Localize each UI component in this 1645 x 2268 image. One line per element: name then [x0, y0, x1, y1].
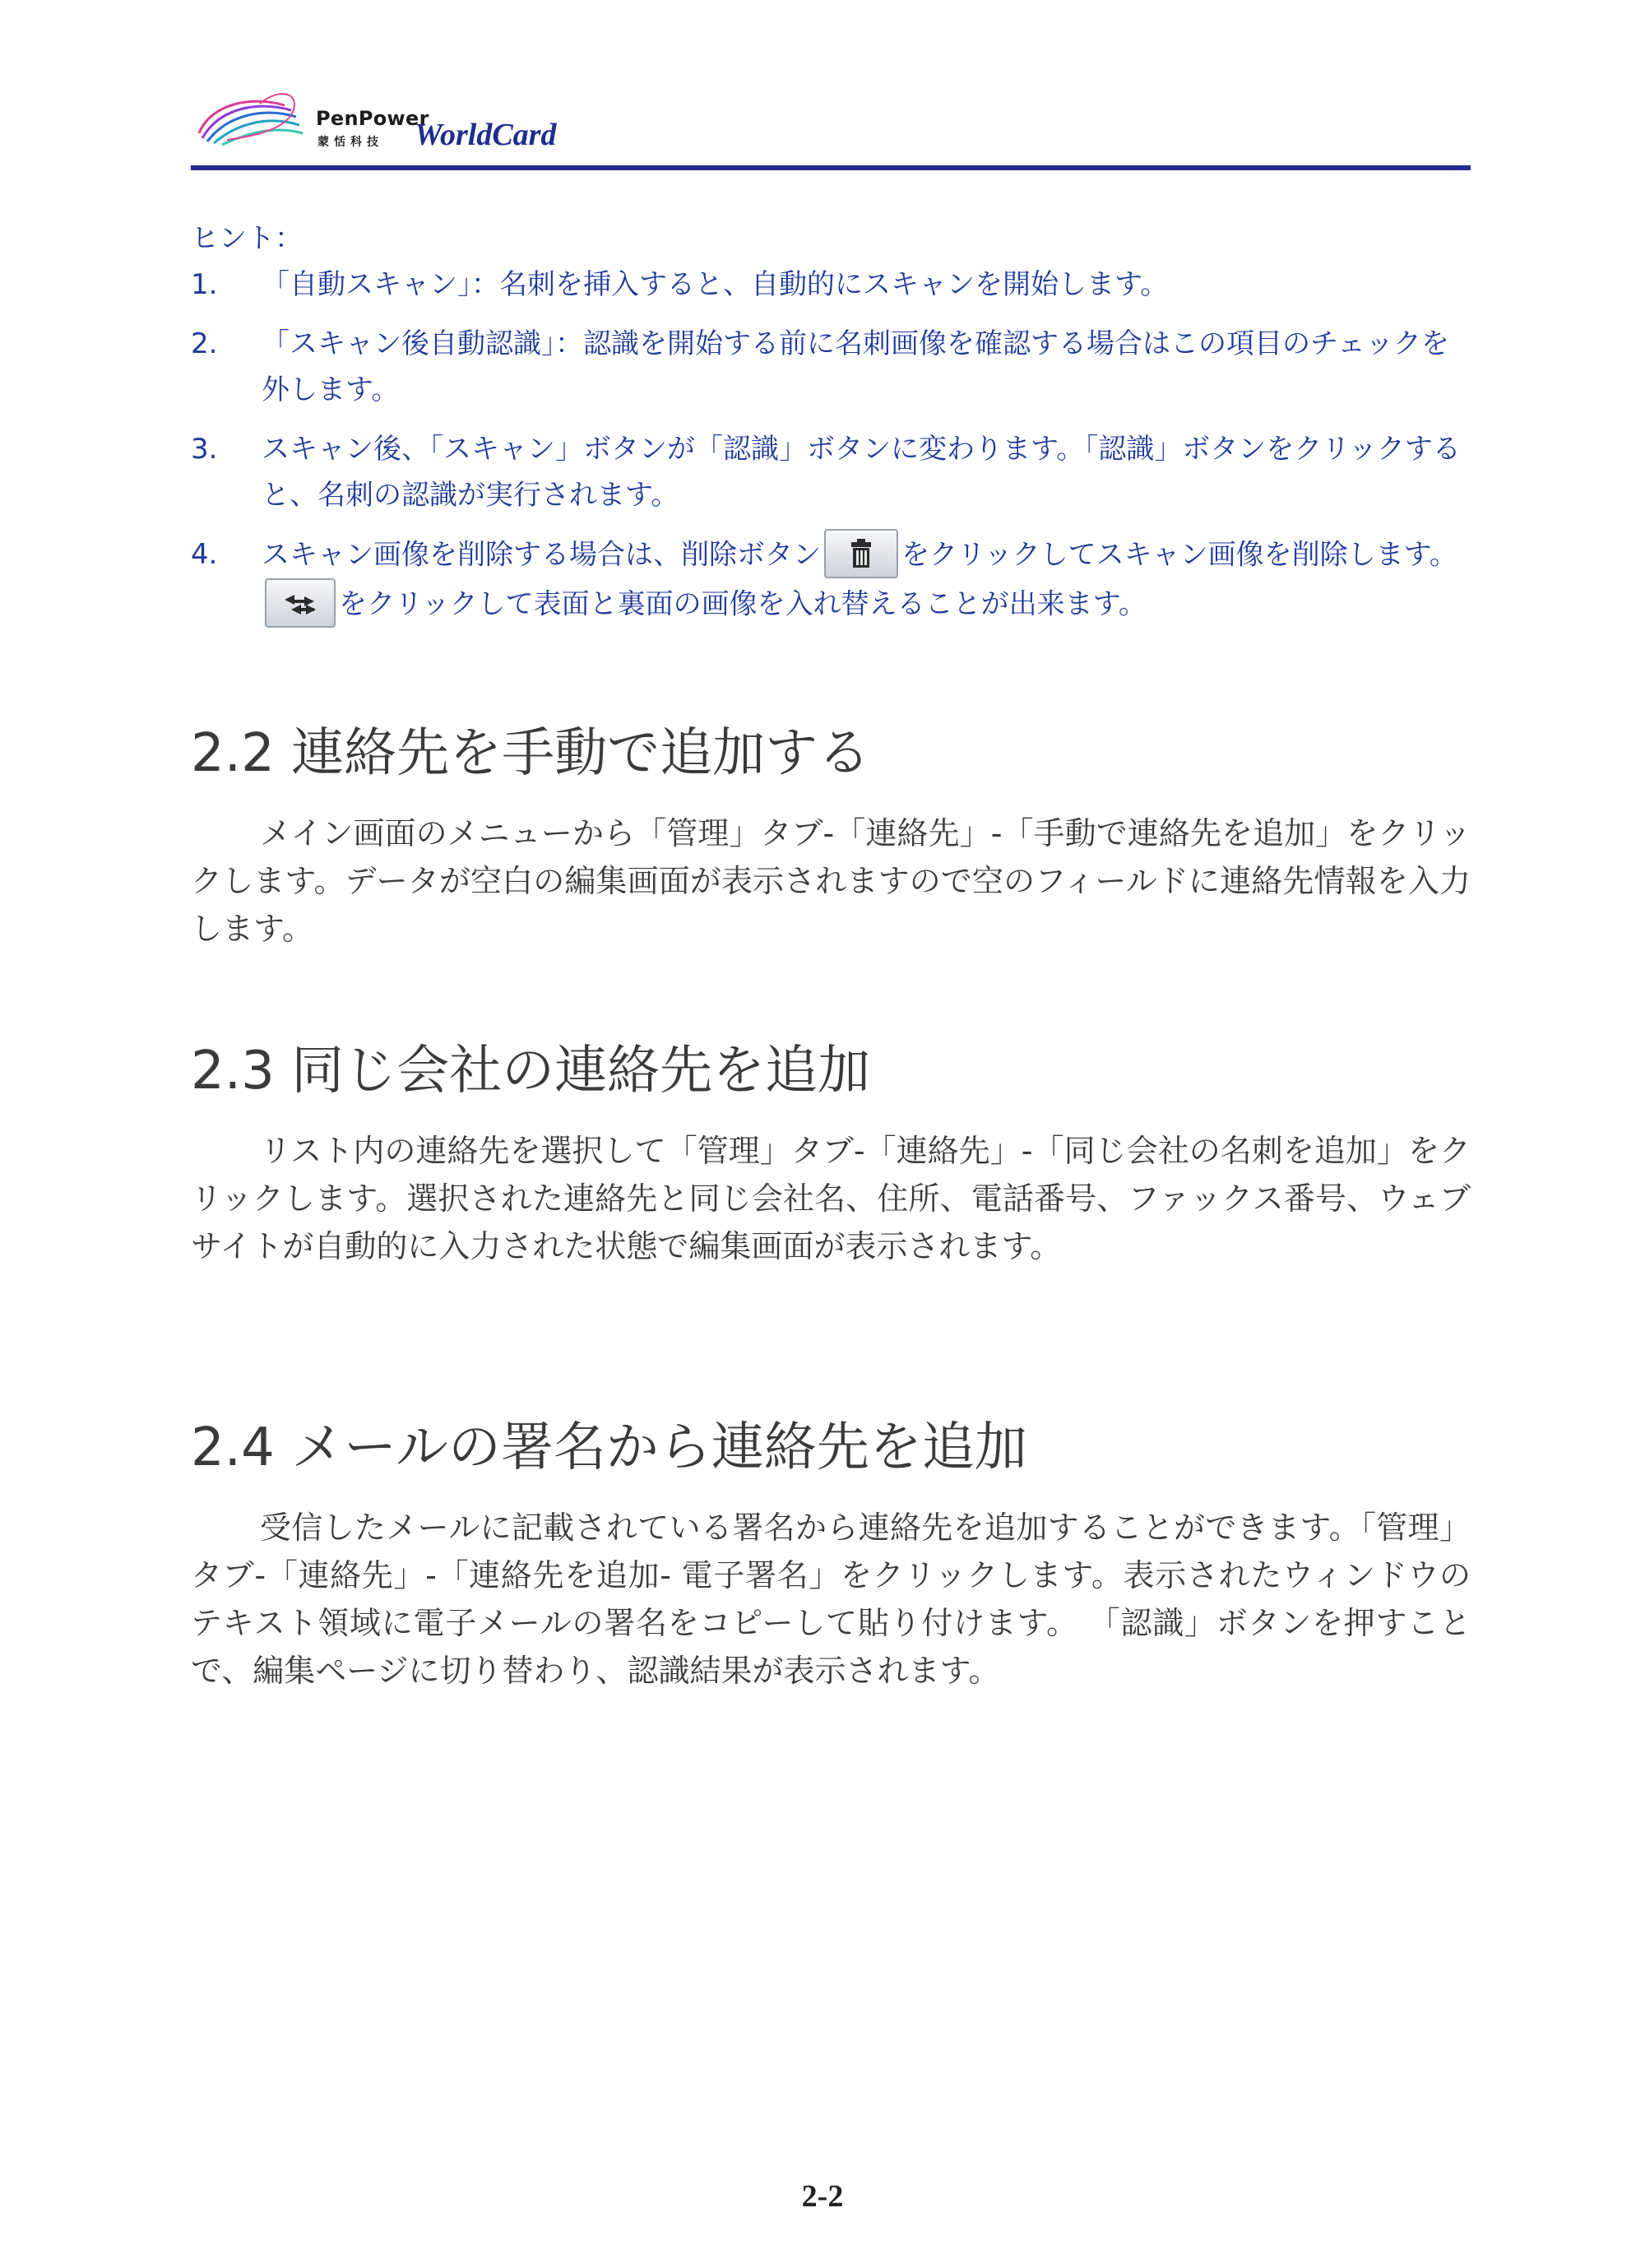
hint-number: 4. — [191, 538, 218, 571]
hint-box — [191, 216, 1471, 643]
hint-number: 1. — [191, 268, 218, 301]
hint-text: スキャン後、「スキャン」ボタンが「認識」ボタンに変わります。「認識」ボタンをクリックすると、名刺の認識が実行されます。 — [262, 433, 1461, 512]
hint-item — [191, 531, 1471, 630]
header-rule — [191, 165, 1471, 170]
hint-number: 3. — [191, 433, 218, 466]
penpower-logo-icon — [194, 87, 309, 153]
section-2-3 — [191, 1038, 1471, 1270]
hint-text: 「スキャン後自動認識」：認識を開始する前に名刺画像を確認する場合はこの項目のチェックを外します。 — [262, 327, 1449, 406]
section-body: 受信したメールに記載されている署名から連絡先を追加することができます。「管理」タブ-「連絡先」-「連絡先を追加- 電子署名」をクリックします。表示されたウィンドウのテキスト領域に電子メールの署名をコピーして貼り付けます。 「認識」ボタンを押すことで、編集ページに切り替わり、認識結果が表示されます。 — [191, 1510, 1471, 1689]
section-title: 2.3 同じ会社の連絡先を追加 — [191, 1041, 871, 1102]
section-2-2 — [191, 721, 1471, 953]
logo-subtext: 蒙恬科技 — [317, 136, 383, 149]
hint-title: ヒント： — [191, 222, 303, 255]
trash-icon — [826, 531, 897, 577]
hint-item — [191, 262, 1471, 308]
hint-item — [191, 321, 1471, 413]
page-number: 2-2 — [801, 2179, 844, 2214]
section-title: 2.2 連絡先を手動で追加する — [191, 723, 871, 784]
hint-text: 「自動スキャン」：名刺を挿入すると、自動的にスキャンを開始します。 — [262, 268, 1169, 301]
hint-text: をクリックして表面と裏面の画像を入れ替えることが出来ます。 — [339, 587, 1147, 621]
delete-button[interactable] — [824, 529, 898, 578]
hint-text: スキャン画像を削除する場合は、削除ボタン — [262, 538, 821, 572]
section-body: メイン画面のメニューから「管理」タブ-「連絡先」-「手動で連絡先を追加」をクリックします。データが空白の編集画面が表示されますので空のフィールドに連絡先情報を入力します。 — [191, 815, 1471, 947]
swap-button[interactable] — [265, 578, 336, 628]
section-body: リスト内の連絡先を選択して「管理」タブ-「連絡先」-「同じ会社の名刺を追加」をクリックします。選択された連絡先と同じ会社名、住所、電話番号、ファックス番号、ウェブサイトが自動的に入力された状態で編集画面が表示されます。 — [191, 1133, 1471, 1264]
hint-number: 2. — [191, 327, 218, 360]
logo-text: PenPower — [316, 107, 429, 130]
swap-icon — [266, 580, 334, 626]
product-name: WorldCard — [415, 118, 557, 152]
section-2-4 — [191, 1415, 1471, 1695]
page-header — [191, 84, 1471, 174]
section-title: 2.4 メールの署名から連絡先を追加 — [191, 1417, 1027, 1478]
hint-text: をクリックしてスキャン画像を削除します。 — [901, 538, 1457, 572]
hint-item — [191, 426, 1471, 518]
hint-list — [191, 262, 1471, 630]
